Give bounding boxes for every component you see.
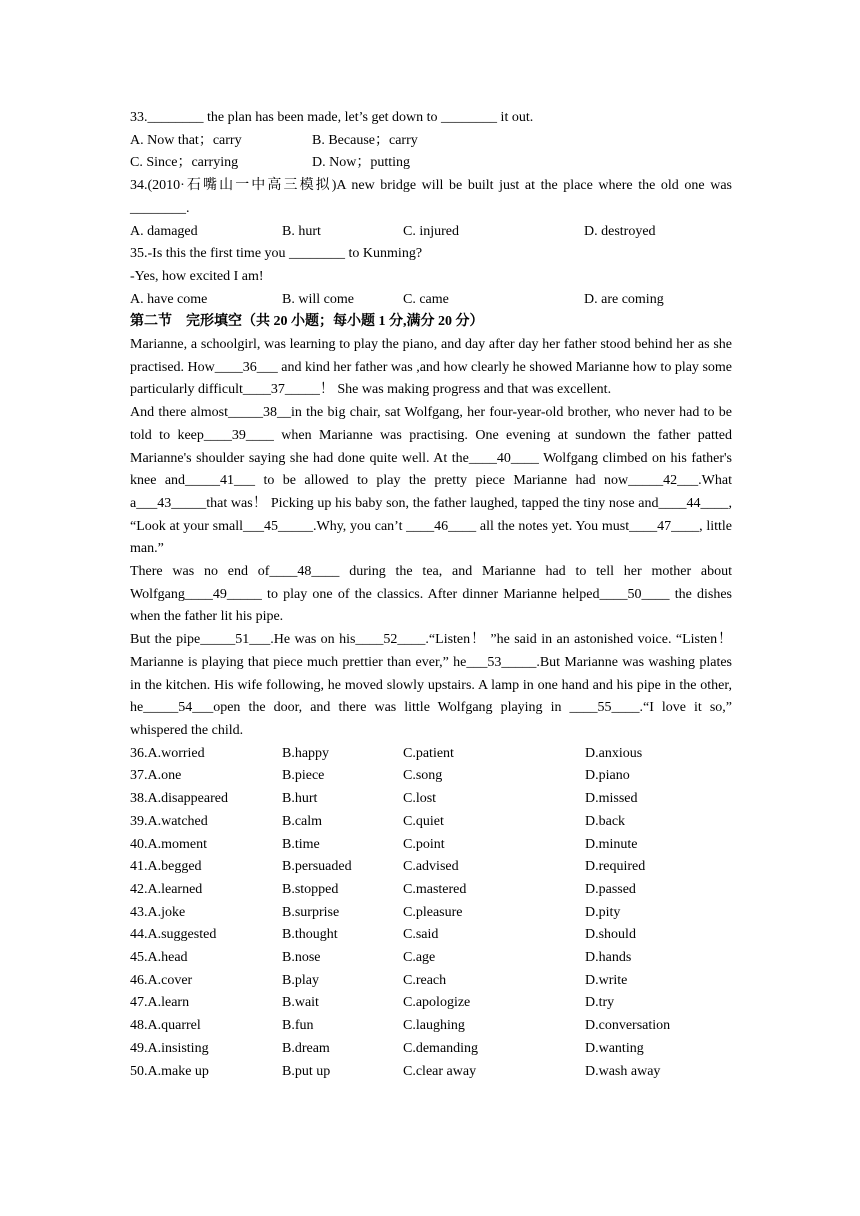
choice-b: B.persuaded [282,859,352,875]
choice-c: C.patient [403,745,454,761]
choice-b: B.surprise [282,904,340,920]
choice-row-39 [130,811,732,834]
choice-row-42 [130,879,732,902]
choice-b: B.hurt [282,791,318,807]
choice-c: C.clear away [403,1063,477,1079]
choice-row-46 [130,970,732,993]
choice-c: C.demanding [403,1040,479,1056]
choice-a: 47.A.learn [130,995,190,1011]
choice-d: D.minute [585,836,638,852]
question-35-option-c: C. came [403,291,449,307]
choice-row-36 [130,743,732,766]
choice-b: B.dream [282,1040,330,1056]
choice-d: D.write [585,972,628,988]
document-page [130,107,732,1083]
question-34-stem-cont: ________. [130,200,190,216]
choice-a: 43.A.joke [130,904,186,920]
choice-c: C.advised [403,859,459,875]
choice-c: C.said [403,927,439,943]
choice-b: B.nose [282,950,321,966]
choice-a: 39.A.watched [130,813,208,829]
question-35-option-a: A. have come [130,291,208,307]
question-35-option-d: D. are coming [584,291,664,307]
choice-row-37 [130,765,732,788]
choice-a: 50.A.make up [130,1063,209,1079]
choice-a: 37.A.one [130,768,182,784]
question-33-option-a: A. Now that；carry [130,132,242,148]
choice-row-38 [130,788,732,811]
choice-c: C.quiet [403,813,444,829]
choice-d: D.should [585,927,636,943]
choice-row-45 [130,947,732,970]
choice-c: C.laughing [403,1018,465,1034]
choice-a: 49.A.insisting [130,1040,209,1056]
choice-d: D.conversation [585,1018,671,1034]
choice-d: D.hands [585,950,632,966]
question-34-option-b: B. hurt [282,223,321,239]
question-34-option-a: A. damaged [130,223,198,239]
choice-b: B.thought [282,927,338,943]
question-33-options-row2 [130,152,732,175]
choice-d: D.pity [585,904,621,920]
question-35-reply: -Yes, how excited I am! [130,268,264,284]
choice-row-40 [130,834,732,857]
choice-d: D.wanting [585,1040,644,1056]
choice-d: D.passed [585,881,636,897]
passage-paragraph-4: But the pipe_____51___.He was on his____52____.“Listen！ ”he said in an astonished voice. “Listen！ Marianne is playing that piece much prettier than ever,” he___53_____.But Marianne was washing plates in the kitchen. His wife following, he moved slowly upstairs. A lamp in one hand and his pipe in the other, he_____54___open the door, and there was little Wolfgang playing in ____55____.“I love it so,” whispered the child. [130,632,732,738]
choice-b: B.stopped [282,881,339,897]
choice-a: 45.A.head [130,950,188,966]
choice-d: D.piano [585,768,630,784]
choice-d: D.required [585,859,646,875]
choice-b: B.fun [282,1018,314,1034]
choice-row-47 [130,992,732,1015]
question-33-option-d: D. Now；putting [312,155,410,171]
choice-c: C.age [403,950,436,966]
choice-a: 41.A.begged [130,859,202,875]
choice-row-41 [130,856,732,879]
choice-c: C.pleasure [403,904,463,920]
choice-row-50 [130,1061,732,1084]
passage-paragraph-3: There was no end of____48____ during the tea, and Marianne had to tell her mother about Wolfgang____49_____ to play one of the classics. After dinner Marianne helped____50____ the dishes when the father lit his pipe. [130,564,732,625]
choice-c: C.reach [403,972,447,988]
choice-row-49 [130,1038,732,1061]
choice-row-44 [130,924,732,947]
question-33-option-c: C. Since；carrying [130,155,239,171]
passage-paragraph-2: And there almost_____38__in the big chair, sat Wolfgang, her four-year-old brother, who never had to be told to keep____39____ when Marianne was practising. One evening at sundown the father patted Marianne's shoulder saying she had done quite well. At the____40____ Wolfgang climbed on his father's knee and_____41___ to be allowed to play the pretty piece Marianne had now_____42___.What a___43_____that was！ Picking up his baby son, the father laughed, tapped the tiny nose and____44____, “Look at your small___45_____.Why, you can’t ____46____ all the notes yet. You must____47____, little man.” [130,405,732,557]
choice-b: B.play [282,972,319,988]
choice-c: C.mastered [403,881,467,897]
choice-d: D.anxious [585,745,643,761]
choice-c: C.lost [403,791,437,807]
question-34-option-c: C. injured [403,223,459,239]
question-33-options-row1 [130,130,732,153]
question-35-options [130,289,732,312]
choice-a: 48.A.quarrel [130,1018,201,1034]
choice-b: B.piece [282,768,325,784]
choice-row-43 [130,902,732,925]
question-35-stem: 35.-Is this the first time you ________ to Kunming? [130,246,423,262]
section-heading: 第二节 完形填空（共 20 小题；每小题 1 分,满分 20 分） [130,314,484,330]
choice-d: D.try [585,995,615,1011]
question-34-stem: 34.(2010·石嘴山一中高三模拟)A new bridge will be built just at the place where the old one was [130,178,732,194]
choice-b: B.time [282,836,320,852]
choice-a: 40.A.moment [130,836,207,852]
choice-a: 46.A.cover [130,972,193,988]
choice-c: C.song [403,768,443,784]
choice-row-48 [130,1015,732,1038]
choice-a: 44.A.suggested [130,927,217,943]
choice-a: 36.A.worried [130,745,205,761]
choice-d: D.wash away [585,1063,661,1079]
question-33-option-b: B. Because；carry [312,132,418,148]
passage-paragraph-1: Marianne, a schoolgirl, was learning to play the piano, and day after day her father stood behind her as she practised. How____36___ and kind her father was ,and how clearly he showed Marianne how to play some particularly difficult____37_____！ She was making progress and that was excellent. [130,337,732,398]
choice-b: B.wait [282,995,319,1011]
question-34-option-d: D. destroyed [584,223,656,239]
choice-d: D.back [585,813,626,829]
question-34-options [130,221,732,244]
choice-c: C.apologize [403,995,471,1011]
choice-a: 38.A.disappeared [130,791,228,807]
choice-a: 42.A.learned [130,881,203,897]
question-33-stem: 33.________ the plan has been made, let’s get down to ________ it out. [130,110,534,125]
choice-b: B.put up [282,1063,331,1079]
choice-d: D.missed [585,791,638,807]
choice-b: B.happy [282,745,330,761]
choice-c: C.point [403,836,445,852]
question-35-option-b: B. will come [282,291,354,307]
answer-choices-list [130,743,732,1084]
choice-b: B.calm [282,813,323,829]
